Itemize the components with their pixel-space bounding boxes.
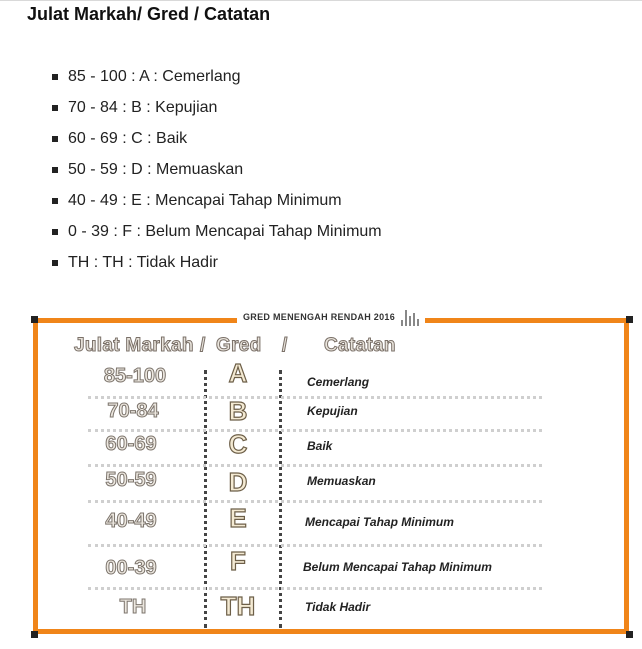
row-divider	[88, 429, 542, 432]
corner-marker	[626, 631, 633, 638]
list-item: 40 - 49 : E : Mencapai Tahap Minimum	[50, 190, 382, 221]
row-grade: E	[229, 503, 247, 533]
row-divider	[88, 396, 542, 399]
row-grade: B	[228, 396, 248, 426]
bullet-icon	[52, 167, 58, 173]
row-divider	[88, 544, 542, 547]
header-separator: /	[282, 335, 288, 356]
row-divider	[88, 500, 542, 503]
bar-chart-icon	[401, 308, 419, 326]
header-range: Julat Markah	[74, 335, 194, 356]
bullet-icon	[52, 198, 58, 204]
corner-marker	[31, 316, 38, 323]
corner-marker	[626, 316, 633, 323]
bullet-icon	[52, 229, 58, 235]
corner-marker	[31, 631, 38, 638]
top-divider	[0, 0, 642, 1]
row-note: Kepujian	[307, 404, 358, 418]
bullet-icon	[52, 260, 58, 266]
row-range: 60-69	[105, 433, 157, 455]
row-note: Memuaskan	[307, 474, 376, 488]
row-grade: C	[228, 429, 248, 459]
bullet-icon	[52, 105, 58, 111]
row-note: Belum Mencapai Tahap Minimum	[303, 560, 492, 574]
row-grade: F	[230, 546, 246, 576]
page-title: Julat Markah/ Gred / Catatan	[27, 4, 271, 24]
row-grade: A	[228, 358, 248, 388]
row-grade: D	[228, 467, 248, 497]
banner-title: GRED MENENGAH RENDAH 2016	[243, 312, 396, 322]
list-item: 70 - 84 : B : Kepujian	[50, 97, 382, 128]
list-item: 60 - 69 : C : Baik	[50, 128, 382, 159]
header-grade: Gred	[216, 335, 262, 356]
row-range: 85-100	[103, 365, 167, 387]
row-grade: TH	[220, 591, 256, 621]
row-note: Tidak Hadir	[305, 600, 371, 614]
row-divider	[88, 587, 542, 590]
bullet-icon	[52, 136, 58, 142]
row-range: 00-39	[105, 557, 157, 579]
row-range: 70-84	[107, 400, 159, 422]
row-range: 40-49	[105, 510, 157, 532]
row-note: Mencapai Tahap Minimum	[305, 515, 454, 529]
grade-list	[50, 66, 382, 283]
row-divider	[88, 464, 542, 467]
list-item: TH : TH : Tidak Hadir	[50, 252, 382, 283]
list-item: 0 - 39 : F : Belum Mencapai Tahap Minimum	[50, 221, 382, 252]
header-note: Catatan	[324, 335, 396, 356]
list-item: 50 - 59 : D : Memuaskan	[50, 159, 382, 190]
row-range: TH	[119, 596, 147, 618]
infographic-banner	[237, 304, 425, 330]
header-separator: /	[200, 335, 206, 356]
row-note: Baik	[307, 439, 333, 453]
bullet-icon	[52, 74, 58, 80]
row-note: Cemerlang	[307, 375, 370, 389]
list-item: 85 - 100 : A : Cemerlang	[50, 66, 382, 97]
row-range: 50-59	[105, 469, 157, 491]
